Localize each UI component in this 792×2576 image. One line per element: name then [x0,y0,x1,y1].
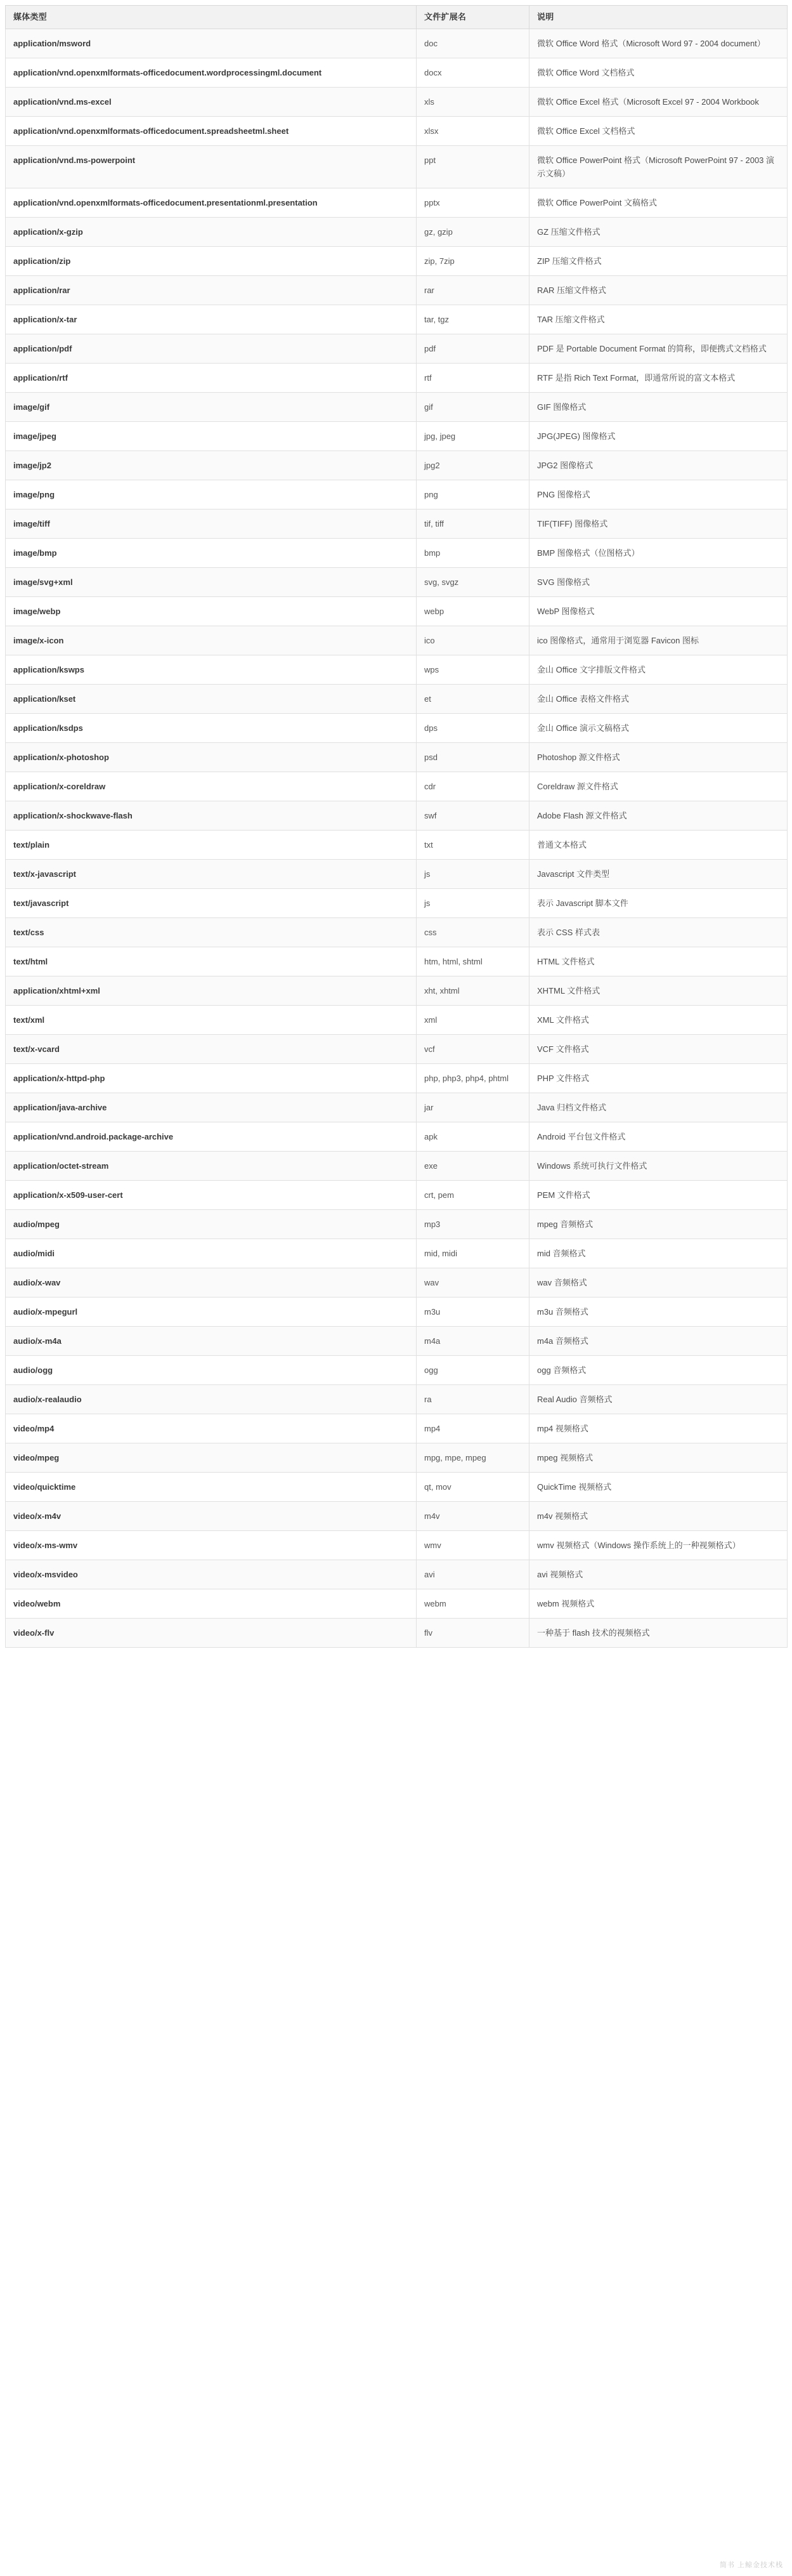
cell-file-extension: gz, gzip [417,218,529,247]
cell-media-type: video/mp4 [6,1414,417,1443]
cell-file-extension: rtf [417,364,529,393]
cell-file-extension: txt [417,831,529,860]
cell-description: XHTML 文件格式 [529,976,788,1006]
cell-description: ico 图像格式，通常用于浏览器 Favicon 图标 [529,626,788,655]
cell-description: RAR 压缩文件格式 [529,276,788,305]
cell-media-type: application/pdf [6,334,417,364]
cell-media-type: application/vnd.openxmlformats-officedocument.presentationml.presentation [6,188,417,218]
cell-file-extension: rar [417,276,529,305]
cell-file-extension: doc [417,29,529,58]
cell-file-extension: jpg, jpeg [417,422,529,451]
cell-media-type: image/bmp [6,539,417,568]
cell-file-extension: cdr [417,772,529,801]
cell-description: 金山 Office 文字排版文件格式 [529,655,788,685]
cell-description: PNG 图像格式 [529,480,788,509]
cell-media-type: application/kset [6,685,417,714]
cell-description: TAR 压缩文件格式 [529,305,788,334]
cell-file-extension: svg, svgz [417,568,529,597]
cell-description: wav 音频格式 [529,1268,788,1298]
cell-description: 一种基于 flash 技术的视频格式 [529,1619,788,1648]
table-row [6,1006,788,1035]
cell-file-extension: mp3 [417,1210,529,1239]
cell-file-extension: et [417,685,529,714]
cell-media-type: application/msword [6,29,417,58]
cell-description: Photoshop 源文件格式 [529,743,788,772]
cell-description: 普通文本格式 [529,831,788,860]
table-row [6,88,788,117]
cell-media-type: application/octet-stream [6,1152,417,1181]
cell-file-extension: zip, 7zip [417,247,529,276]
table-row [6,597,788,626]
table-row [6,188,788,218]
cell-media-type: application/vnd.android.package-archive [6,1122,417,1152]
cell-media-type: audio/ogg [6,1356,417,1385]
cell-media-type: image/jpeg [6,422,417,451]
cell-media-type: video/x-m4v [6,1502,417,1531]
cell-media-type: text/css [6,918,417,947]
table-row [6,509,788,539]
cell-media-type: application/x-photoshop [6,743,417,772]
table-row [6,714,788,743]
cell-media-type: audio/mpeg [6,1210,417,1239]
cell-media-type: application/x-httpd-php [6,1064,417,1093]
table-row [6,1356,788,1385]
cell-media-type: application/rar [6,276,417,305]
cell-media-type: audio/midi [6,1239,417,1268]
table-row [6,276,788,305]
cell-description: m4a 音频格式 [529,1327,788,1356]
table-row [6,801,788,831]
cell-media-type: image/webp [6,597,417,626]
cell-description: Coreldraw 源文件格式 [529,772,788,801]
table-row [6,860,788,889]
cell-media-type: audio/x-mpegurl [6,1298,417,1327]
cell-file-extension: ogg [417,1356,529,1385]
table-row [6,1502,788,1531]
column-header-media-type: 媒体类型 [6,6,417,29]
cell-file-extension: crt, pem [417,1181,529,1210]
cell-description: VCF 文件格式 [529,1035,788,1064]
cell-file-extension: bmp [417,539,529,568]
table-row [6,889,788,918]
cell-file-extension: tif, tiff [417,509,529,539]
cell-description: TIF(TIFF) 图像格式 [529,509,788,539]
table-row [6,117,788,146]
cell-file-extension: avi [417,1560,529,1589]
table-row [6,1210,788,1239]
cell-description: Java 归档文件格式 [529,1093,788,1122]
cell-file-extension: png [417,480,529,509]
table-row [6,626,788,655]
cell-description: m4v 视频格式 [529,1502,788,1531]
cell-file-extension: jpg2 [417,451,529,480]
cell-description: 微软 Office PowerPoint 文稿格式 [529,188,788,218]
cell-media-type: application/x-gzip [6,218,417,247]
cell-media-type: text/x-vcard [6,1035,417,1064]
cell-description: JPG(JPEG) 图像格式 [529,422,788,451]
cell-description: avi 视频格式 [529,1560,788,1589]
cell-file-extension: php, php3, php4, phtml [417,1064,529,1093]
cell-file-extension: js [417,860,529,889]
table-row [6,1619,788,1648]
cell-description: PHP 文件格式 [529,1064,788,1093]
cell-file-extension: flv [417,1619,529,1648]
cell-media-type: application/xhtml+xml [6,976,417,1006]
table-row [6,1152,788,1181]
cell-description: SVG 图像格式 [529,568,788,597]
cell-description: Real Audio 音频格式 [529,1385,788,1414]
cell-media-type: text/xml [6,1006,417,1035]
table-row [6,772,788,801]
cell-file-extension: ra [417,1385,529,1414]
cell-media-type: application/zip [6,247,417,276]
cell-file-extension: webp [417,597,529,626]
cell-media-type: text/javascript [6,889,417,918]
table-header-row [6,6,788,29]
table-row [6,1414,788,1443]
cell-media-type: audio/x-wav [6,1268,417,1298]
table-row [6,1560,788,1589]
table-row [6,568,788,597]
table-row [6,1093,788,1122]
cell-file-extension: docx [417,58,529,88]
table-row [6,1298,788,1327]
cell-file-extension: webm [417,1589,529,1619]
cell-description: BMP 图像格式（位图格式） [529,539,788,568]
cell-description: 金山 Office 表格文件格式 [529,685,788,714]
table-row [6,1239,788,1268]
table-row [6,334,788,364]
table-row [6,1035,788,1064]
cell-media-type: video/x-ms-wmv [6,1531,417,1560]
cell-file-extension: exe [417,1152,529,1181]
cell-file-extension: m4v [417,1502,529,1531]
table-row [6,947,788,976]
cell-description: QuickTime 视频格式 [529,1473,788,1502]
table-row [6,1589,788,1619]
cell-description: 表示 CSS 样式表 [529,918,788,947]
cell-description: 金山 Office 演示文稿格式 [529,714,788,743]
cell-media-type: application/rtf [6,364,417,393]
cell-media-type: image/jp2 [6,451,417,480]
cell-description: Javascript 文件类型 [529,860,788,889]
table-row [6,1327,788,1356]
table-row [6,1531,788,1560]
table-row [6,918,788,947]
cell-media-type: image/tiff [6,509,417,539]
cell-media-type: application/kswps [6,655,417,685]
table-row [6,393,788,422]
cell-file-extension: wps [417,655,529,685]
cell-media-type: application/vnd.openxmlformats-officedocument.wordprocessingml.document [6,58,417,88]
cell-description: GZ 压缩文件格式 [529,218,788,247]
table-row [6,655,788,685]
table-row [6,305,788,334]
table-row [6,1385,788,1414]
cell-media-type: video/mpeg [6,1443,417,1473]
cell-description: HTML 文件格式 [529,947,788,976]
table-row [6,831,788,860]
table-header [6,6,788,29]
cell-file-extension: css [417,918,529,947]
cell-media-type: image/png [6,480,417,509]
cell-media-type: video/quicktime [6,1473,417,1502]
table-row [6,539,788,568]
cell-description: PDF 是 Portable Document Format 的简称，即便携式文档格式 [529,334,788,364]
cell-description: wmv 视频格式（Windows 操作系统上的一种视频格式） [529,1531,788,1560]
table-row [6,58,788,88]
cell-file-extension: wav [417,1268,529,1298]
cell-description: webm 视频格式 [529,1589,788,1619]
cell-media-type: text/x-javascript [6,860,417,889]
cell-file-extension: vcf [417,1035,529,1064]
cell-description: JPG2 图像格式 [529,451,788,480]
cell-file-extension: m3u [417,1298,529,1327]
cell-media-type: application/x-tar [6,305,417,334]
cell-media-type: image/x-icon [6,626,417,655]
cell-file-extension: pdf [417,334,529,364]
table-row [6,218,788,247]
cell-media-type: audio/x-realaudio [6,1385,417,1414]
cell-description: ZIP 压缩文件格式 [529,247,788,276]
cell-file-extension: wmv [417,1531,529,1560]
cell-file-extension: jar [417,1093,529,1122]
cell-description: ogg 音频格式 [529,1356,788,1385]
cell-media-type: video/x-flv [6,1619,417,1648]
cell-description: mp4 视频格式 [529,1414,788,1443]
cell-description: Android 平台包文件格式 [529,1122,788,1152]
cell-file-extension: qt, mov [417,1473,529,1502]
cell-description: Adobe Flash 源文件格式 [529,801,788,831]
cell-media-type: text/plain [6,831,417,860]
cell-description: 微软 Office Excel 格式（Microsoft Excel 97 - 2004 Workbook [529,88,788,117]
cell-file-extension: m4a [417,1327,529,1356]
cell-media-type: application/ksdps [6,714,417,743]
cell-description: Windows 系统可执行文件格式 [529,1152,788,1181]
table-row [6,422,788,451]
cell-file-extension: apk [417,1122,529,1152]
cell-description: 表示 Javascript 脚本文件 [529,889,788,918]
cell-file-extension: js [417,889,529,918]
mime-type-table [5,5,788,1648]
cell-file-extension: htm, html, shtml [417,947,529,976]
column-header-description: 说明 [529,6,788,29]
cell-file-extension: mp4 [417,1414,529,1443]
table-row [6,1473,788,1502]
cell-description: m3u 音频格式 [529,1298,788,1327]
cell-file-extension: mpg, mpe, mpeg [417,1443,529,1473]
table-row [6,1064,788,1093]
cell-description: mpeg 视频格式 [529,1443,788,1473]
watermark: 简书 上鲸金技术栈 [719,2561,783,2569]
cell-description: 微软 Office Excel 文档格式 [529,117,788,146]
table-row [6,1181,788,1210]
cell-file-extension: xls [417,88,529,117]
column-header-file-extension: 文件扩展名 [417,6,529,29]
cell-file-extension: ico [417,626,529,655]
cell-file-extension: psd [417,743,529,772]
table-row [6,976,788,1006]
cell-media-type: video/webm [6,1589,417,1619]
cell-description: 微软 Office Word 文档格式 [529,58,788,88]
cell-file-extension: pptx [417,188,529,218]
cell-media-type: application/x-coreldraw [6,772,417,801]
cell-file-extension: xlsx [417,117,529,146]
cell-description: GIF 图像格式 [529,393,788,422]
cell-media-type: application/vnd.ms-excel [6,88,417,117]
cell-description: WebP 图像格式 [529,597,788,626]
cell-media-type: video/x-msvideo [6,1560,417,1589]
cell-media-type: text/html [6,947,417,976]
cell-description: RTF 是指 Rich Text Format，即通常所说的富文本格式 [529,364,788,393]
cell-file-extension: ppt [417,146,529,188]
cell-file-extension: xml [417,1006,529,1035]
cell-media-type: application/java-archive [6,1093,417,1122]
cell-file-extension: mid, midi [417,1239,529,1268]
cell-description: 微软 Office PowerPoint 格式（Microsoft PowerPoint 97 - 2003 演示文稿） [529,146,788,188]
table-row [6,451,788,480]
cell-file-extension: xht, xhtml [417,976,529,1006]
table-body [6,29,788,1648]
table-row [6,685,788,714]
cell-description: XML 文件格式 [529,1006,788,1035]
cell-description: mpeg 音频格式 [529,1210,788,1239]
cell-media-type: image/gif [6,393,417,422]
table-row [6,743,788,772]
table-row [6,480,788,509]
cell-media-type: image/svg+xml [6,568,417,597]
cell-media-type: application/x-x509-user-cert [6,1181,417,1210]
table-row [6,364,788,393]
cell-file-extension: dps [417,714,529,743]
table-row [6,29,788,58]
cell-description: 微软 Office Word 格式（Microsoft Word 97 - 2004 document） [529,29,788,58]
cell-description: mid 音频格式 [529,1239,788,1268]
cell-description: PEM 文件格式 [529,1181,788,1210]
cell-file-extension: gif [417,393,529,422]
cell-media-type: application/x-shockwave-flash [6,801,417,831]
table-row [6,146,788,188]
cell-file-extension: tar, tgz [417,305,529,334]
table-row [6,247,788,276]
cell-media-type: application/vnd.ms-powerpoint [6,146,417,188]
table-row [6,1122,788,1152]
cell-media-type: audio/x-m4a [6,1327,417,1356]
table-row [6,1443,788,1473]
table-row [6,1268,788,1298]
cell-media-type: application/vnd.openxmlformats-officedocument.spreadsheetml.sheet [6,117,417,146]
cell-file-extension: swf [417,801,529,831]
